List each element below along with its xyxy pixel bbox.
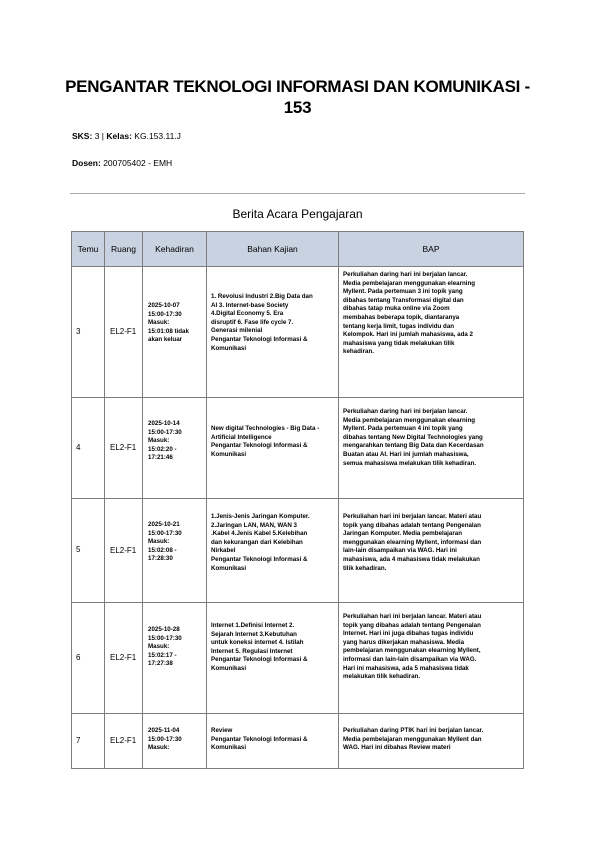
sks-label: SKS: [72,131,93,141]
bahan-kajian-cell: 1. Revolusi Industri 2.Big Data dan AI 3. Internet-base Society 4.Digital Economy 5. Era disruptif 6. Fase life cycle 7. Generasi milenial Pengantar Teknologi Informasi & Komunikasi [207,267,339,398]
table-row [72,398,524,499]
course-info [72,131,181,142]
col-header-bahan-kajian: Bahan Kajian [207,232,339,267]
temu-cell: 6 [72,603,105,714]
kelas-value: KG.153.11.J [134,131,181,141]
kehadiran-cell: 2025-10-07 15:00-17:30 Masuk: 15:01:08 tidak akan keluar [143,267,207,398]
kehadiran-cell: 2025-10-28 15:00-17:30 Masuk: 15:02:17 - 17:27:38 [143,603,207,714]
table-row [72,267,524,398]
table-row [72,499,524,603]
bahan-kajian-cell: Internet 1.Definisi Internet 2. Sejarah Internet 3.Kebutuhan untuk koneksi internet 4. Istilah Internet 5. Regulasi Internet Pengantar Teknologi Informasi & Komunikasi [207,603,339,714]
kehadiran-cell: 2025-10-21 15:00-17:30 Masuk: 15:02:08 - 17:28:30 [143,499,207,603]
col-header-ruang: Ruang [105,232,143,267]
separator: | [101,131,105,141]
bap-cell: Perkuliahan daring PTIK hari ini berjalan lancar. Media pembelajaran menggunakan Myllent dan WAG. Hari ini dibahas Review materi [339,714,524,769]
temu-cell: 3 [72,267,105,398]
ruang-cell: EL2-F1 [105,499,143,603]
sks-value: 3 [94,131,100,141]
ruang-cell: EL2-F1 [105,714,143,769]
table-header-row [72,232,524,267]
bap-table [71,231,524,769]
ruang-cell: EL2-F1 [105,267,143,398]
bap-cell: Perkuliahan daring hari ini berjalan lancar. Media pembelajaran menggunakan elearning Myllent. Pada pertemuan 4 ini topik yang dibahas tentang New Digital Technologies yang mengarahkan tentang Big Data dan Kecerdasan Buatan atau AI. Hari ini jumlah mahasiswa, semua mahasiswa melakukan tilik kehadiran. [339,398,524,499]
dosen-label: Dosen: [72,158,101,168]
kelas-label: Kelas: [106,131,132,141]
bap-cell: Perkuliahan hari ini berjalan lancar. Materi atau topik yang dibahas adalah tentang Pengenalan Jaringan Komputer. Media pembelajaran menggunakan elearning Myllent, informasi dan lain-lain disampaikan via WAG. Hari ini mahasiswa, ada 4 mahasiswa tidak melakukan tilik kehadiran. [339,499,524,603]
table-row [72,714,524,769]
temu-cell: 5 [72,499,105,603]
col-header-temu: Temu [72,232,105,267]
bahan-kajian-cell: Review Pengantar Teknologi Informasi & Komunikasi [207,714,339,769]
table-row [72,603,524,714]
col-header-bap: BAP [339,232,524,267]
dosen-value: 200705402 - EMH [103,158,173,168]
section-title: Berita Acara Pengajaran [232,207,363,221]
divider [70,193,525,194]
temu-cell: 4 [72,398,105,499]
page-title: PENGANTAR TEKNOLOGI INFORMASI DAN KOMUNIKASI - 153 [65,77,530,117]
bap-cell: Perkuliahan daring hari ini berjalan lancar. Media pembelajaran menggunakan elearning Myllent. Pada pertemuan 3 ini topik yang dibahas tentang Transformasi digital dan dibahas tatap muka online via Zoom membahas beberapa topik, diantaranya tentang kerja limit, tugas individu dan Kelompok. Hari ini jumlah mahasiswa, ada 2 mahasiswa yang tidak melakukan tilik kehadiran. [339,267,524,398]
bap-cell: Perkuliahan hari ini berjalan lancar. Materi atau topik yang dibahas adalah tentang Pengenalan Internet. Hari ini juga dibahas tugas individu yang harus dikerjakan mahasiswa. Media pembelajaran menggunakan elearning Myllent, informasi dan lain-lain disampaikan via WAG. Hari ini mahasiswa, ada 5 mahasiswa tidak melakukan tilik kehadiran. [339,603,524,714]
temu-cell: 7 [72,714,105,769]
ruang-cell: EL2-F1 [105,398,143,499]
lecturer-info [72,158,172,169]
bahan-kajian-cell: 1.Jenis-Jenis Jaringan Komputer. 2.Jaringan LAN, MAN, WAN 3 .Kabel 4.Jenis Kabel 5.Kelebihan dan kekurangan dari Kelebihan Nirkabel Pengantar Teknologi Informasi & Komunikasi [207,499,339,603]
col-header-kehadiran: Kehadiran [143,232,207,267]
bahan-kajian-cell: New digital Technologies - Big Data - Artificial Intelligence Pengantar Teknologi Informasi & Komunikasi [207,398,339,499]
kehadiran-cell: 2025-10-14 15:00-17:30 Masuk: 15:02:20 - 17:21:46 [143,398,207,499]
ruang-cell: EL2-F1 [105,603,143,714]
kehadiran-cell: 2025-11-04 15:00-17:30 Masuk: [143,714,207,769]
